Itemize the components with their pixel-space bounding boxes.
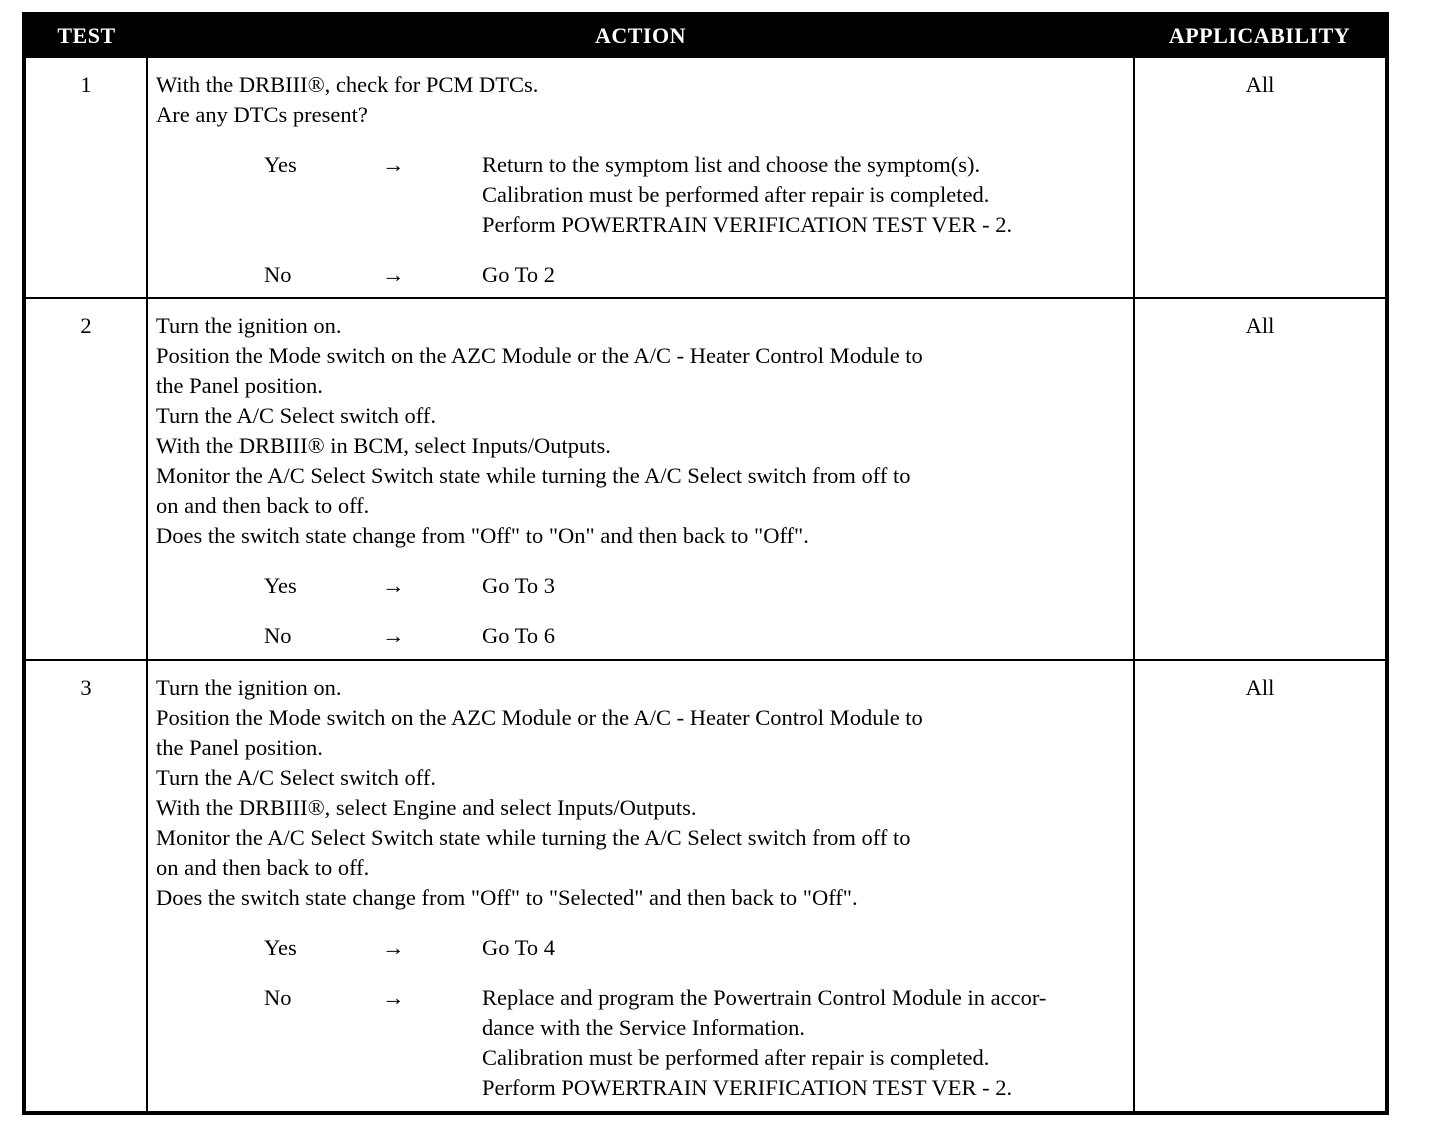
action-line: Are any DTCs present? bbox=[156, 102, 368, 127]
arrow-right-icon: → bbox=[382, 935, 405, 960]
action-cell bbox=[147, 298, 1134, 660]
action-line: Position the Mode switch on the AZC Module or the A/C - Heater Control Module to bbox=[156, 705, 923, 730]
arrow-right-icon: → bbox=[382, 623, 405, 648]
result-text: Replace and program the Powertrain Control Module in accor- dance with the Service Information. Calibration must be performed after repair is completed. Perform POWERTRAIN VERIFICATION TEST VER - 2. bbox=[482, 985, 1047, 1100]
arrow-right-icon: → bbox=[382, 262, 405, 287]
header-applicability: APPLICABILITY bbox=[1134, 14, 1387, 57]
test-number: 2 bbox=[24, 298, 147, 660]
result-text: Go To 3 bbox=[482, 573, 556, 598]
arrow-right-icon: → bbox=[382, 985, 405, 1010]
arrow-right-icon: → bbox=[382, 573, 405, 598]
table-row bbox=[24, 660, 1387, 1113]
test-number: 3 bbox=[24, 660, 147, 1113]
action-line: Position the Mode switch on the AZC Module or the A/C - Heater Control Module to bbox=[156, 343, 923, 368]
table-row bbox=[24, 298, 1387, 660]
result-label: Yes bbox=[264, 935, 297, 960]
action-line: on and then back to off. bbox=[156, 493, 370, 518]
action-line: Does the switch state change from "Off" to "Selected" and then back to "Off". bbox=[156, 885, 858, 910]
table-row bbox=[24, 57, 1387, 298]
result-no bbox=[156, 260, 1127, 290]
action-line: Turn the A/C Select switch off. bbox=[156, 403, 436, 428]
action-cell bbox=[147, 57, 1134, 298]
test-number: 1 bbox=[24, 57, 147, 298]
applicability: All bbox=[1134, 660, 1387, 1113]
result-label: No bbox=[264, 985, 292, 1010]
result-no bbox=[156, 983, 1127, 1103]
action-line: With the DRBIII®, select Engine and select Inputs/Outputs. bbox=[156, 795, 697, 820]
applicability: All bbox=[1134, 298, 1387, 660]
header-test: TEST bbox=[24, 14, 147, 57]
result-text: Go To 6 bbox=[482, 623, 556, 648]
action-line: on and then back to off. bbox=[156, 855, 370, 880]
header-row bbox=[24, 14, 1387, 57]
result-text: Go To 2 bbox=[482, 262, 556, 287]
result-yes bbox=[156, 150, 1127, 240]
result-no bbox=[156, 621, 1127, 651]
applicability: All bbox=[1134, 57, 1387, 298]
result-text: Return to the symptom list and choose the symptom(s). Calibration must be performed after repair is completed. Perform POWERTRAIN VERIFICATION TEST VER - 2. bbox=[482, 152, 1013, 237]
arrow-right-icon: → bbox=[382, 152, 405, 177]
result-yes bbox=[156, 933, 1127, 963]
action-line: Turn the ignition on. bbox=[156, 675, 342, 700]
action-line: Turn the A/C Select switch off. bbox=[156, 765, 436, 790]
action-line: Monitor the A/C Select Switch state while turning the A/C Select switch from off to bbox=[156, 463, 911, 488]
result-label: Yes bbox=[264, 152, 297, 177]
action-line: With the DRBIII® in BCM, select Inputs/Outputs. bbox=[156, 433, 611, 458]
header-action: ACTION bbox=[147, 14, 1134, 57]
action-line: the Panel position. bbox=[156, 373, 323, 398]
result-label: No bbox=[264, 262, 292, 287]
result-text: Go To 4 bbox=[482, 935, 556, 960]
result-label: Yes bbox=[264, 573, 297, 598]
action-line: With the DRBIII®, check for PCM DTCs. bbox=[156, 72, 539, 97]
result-label: No bbox=[264, 623, 292, 648]
action-line: the Panel position. bbox=[156, 735, 323, 760]
result-yes bbox=[156, 571, 1127, 601]
action-line: Does the switch state change from "Off" to "On" and then back to "Off". bbox=[156, 523, 809, 548]
action-line: Monitor the A/C Select Switch state while turning the A/C Select switch from off to bbox=[156, 825, 911, 850]
action-line: Turn the ignition on. bbox=[156, 313, 342, 338]
action-cell bbox=[147, 660, 1134, 1113]
diagnostic-test-table bbox=[22, 12, 1389, 1115]
